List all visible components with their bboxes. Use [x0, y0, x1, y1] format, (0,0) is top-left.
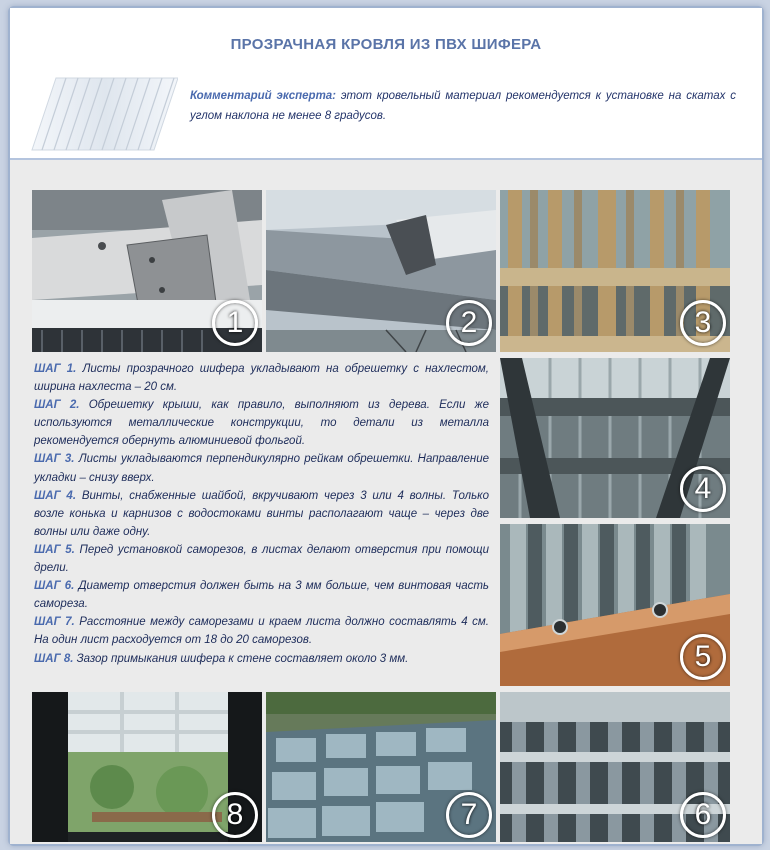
slate-sheet-thumbnail: [28, 70, 178, 152]
content-area: [10, 160, 762, 844]
expert-comment: [190, 86, 736, 126]
step-item: ШАГ 2. Обрешетку крыши, как правило, выполняют из дерева. Если же используются металлические конструкции, то детали из металла рекомендуется обернуть алюминиевой фольгой.: [34, 399, 489, 448]
step-number-6: 6: [680, 792, 726, 838]
step-number-5: 5: [680, 634, 726, 680]
step-item: ШАГ 7. Расстояние между саморезами и краем листа должно составлять 4 см. На один лист расходуется от 18 до 20 саморезов.: [34, 616, 489, 647]
photo-2-metal-frame-foil: [266, 190, 496, 352]
photo-3-battens-perpendicular: [500, 190, 730, 352]
step-number-7: 7: [446, 792, 492, 838]
article-card: [8, 6, 764, 846]
step-number-3: 3: [680, 300, 726, 346]
step-item: ШАГ 5. Перед установкой саморезов, в листах делают отверстия при помощи дрели.: [34, 543, 489, 575]
step-item: ШАГ 6. Диаметр отверстия должен быть на 3 мм больше, чем винтовая часть самореза.: [34, 580, 489, 611]
photo-6-drilled-holes: [500, 692, 730, 842]
step-number-2: 2: [446, 300, 492, 346]
step-item: ШАГ 8. Зазор примыкания шифера к стене составляет около 3 мм.: [34, 652, 409, 665]
expert-comment-label: Комментарий эксперта:: [190, 90, 337, 102]
installation-steps: [34, 360, 489, 668]
step-number-4: 4: [680, 466, 726, 512]
photo-5-screws-on-waves: [500, 524, 730, 686]
page-title: ПРОЗРАЧНАЯ КРОВЛЯ ИЗ ПВХ ШИФЕРА: [230, 36, 542, 53]
photo-4-sheets-from-below: [500, 358, 730, 518]
step-number-8: 8: [212, 792, 258, 838]
step-item: ШАГ 3. Листы укладываются перпендикулярно рейкам обрешетки. Направление укладки – снизу вверх.: [34, 453, 489, 484]
photo-8-wall-gap: [32, 692, 262, 842]
step-item: ШАГ 4. Винты, снабженные шайбой, вкручивают через 3 или 4 волны. Только возле конька и карнизов с водостоками винты располагают чаще – через две волны или даже одну.: [34, 489, 489, 538]
article-header: [10, 8, 762, 158]
photo-1-bracket-on-batten: [32, 190, 262, 352]
expert-comment-text: этот кровельный материал рекомендуется к установке на скатах с углом наклона не менее 8 градусов.: [190, 90, 736, 122]
step-number-1: 1: [212, 300, 258, 346]
photo-7-roof-installed: [266, 692, 496, 842]
step-item: ШАГ 1. Листы прозрачного шифера укладывают на обрешетку с нахлестом, ширина нахлеста – 20 см.: [34, 363, 489, 394]
